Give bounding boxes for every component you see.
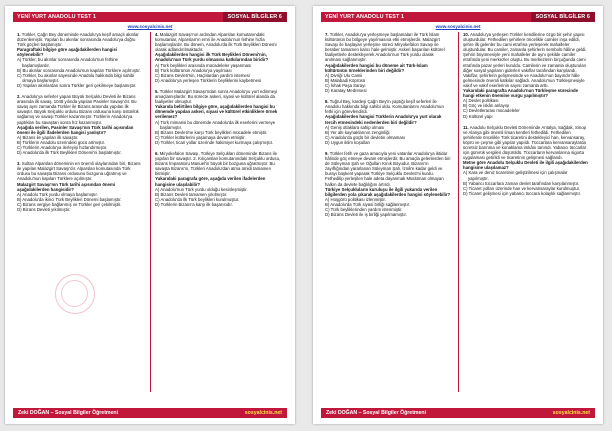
answer-option[interactable]: B) Bizans Devleti tamamen yıkılmıştır. <box>155 191 228 197</box>
page-right <box>313 6 603 424</box>
answer-option[interactable]: D) Uygun iklim koşulları <box>325 139 371 145</box>
answer-option[interactable]: A) Anadolu Türk yurdu olmaya başlamıştır. <box>17 191 98 197</box>
question-stem <box>17 94 143 125</box>
question-prompt: Yukarıdaki paragrafta Anadolu'nun Türkleşme sürecinde hangi etkenin önemine vurgu yapılmıştır? <box>463 88 579 99</box>
question-prompt: Paragraftaki bilgiye göre aşağıdakilerden hangisi söylenebilir? <box>17 47 118 58</box>
footer-author: Zeki DOĞAN – Sosyal Bilgiler Öğretmeni <box>18 410 119 416</box>
question-number: 4. <box>155 32 159 37</box>
question <box>155 32 281 83</box>
subject-label: SOSYAL BİLGİLER 6 <box>223 12 287 22</box>
answer-option[interactable]: A) Kara ve deniz ticaretinin geliştirilmesi için çalışmalar yapılmıştır. <box>463 170 568 181</box>
question-number: 11. <box>463 124 469 130</box>
question-stem <box>17 161 143 181</box>
page-left <box>5 6 295 424</box>
answer-option[interactable]: D) Bizans Devleti ile iş birliği yapılmamıştır. <box>325 212 407 218</box>
answer-option[interactable]: C) İshak Paşa Sarayı <box>325 82 366 88</box>
answer-option[interactable]: A) Devlet politikası <box>463 98 499 104</box>
question <box>155 151 281 207</box>
question-stem <box>17 32 143 47</box>
footer-site-link[interactable]: sosyalcinis.net <box>244 410 282 416</box>
question <box>463 125 589 196</box>
answer-option[interactable]: B) Bizans Devleti'ne karşı Türk beylikleri mücadele etmiştir. <box>155 129 268 135</box>
question-number: 1. <box>17 32 21 37</box>
answer-option[interactable]: A) Türk mimarisi bu dönemde Anadolu'da ilk eserlerini vermeye başlamıştır. <box>155 119 276 130</box>
answer-option[interactable]: D) Türkler, ticari yollar üzerinde hakimiyet kurmaya çalışmıştır. <box>155 139 274 145</box>
question-text: Sultan Alparslan döneminin en önemli olaylarından biri, Bizans ile yapılan Malazgirt Savaşı'dır. Alparslan komutasında Türk ordusu bu savaşta Bizans ordusunu bozguna uğratmış ve Anadolu'nun kapıları Türklere açılmıştır. <box>17 161 141 182</box>
question-number: 3. <box>17 161 21 167</box>
seal-stamp <box>55 274 95 314</box>
answer-option[interactable]: C) Anadolu'da güçlü bir devletin olmaması <box>325 134 406 140</box>
question-number: 10. <box>463 32 469 37</box>
answer-option[interactable]: D) Anadolu'ya yerleşen Türklerin beyliklerini kaybetmesi <box>155 77 262 83</box>
answer-option[interactable]: D) Kültürel yapı <box>463 113 493 119</box>
answer-option[interactable]: C) Bizans Devleti'nin, Haçlılardan yardım istemesi <box>155 72 250 78</box>
answer-option[interactable]: C) Türk beyliklerinden yardım istenmiştir. <box>325 207 403 212</box>
answer-option[interactable]: B) Yer altı kaynaklarının zenginliği <box>325 129 390 135</box>
answer-option[interactable]: D) Türklerin Bizans'a karşı ilk başarısıdır. <box>155 201 233 207</box>
question-stem <box>325 151 451 187</box>
answer-option[interactable]: C) Türkler kültürlerini yaşamaya devam etmiştir. <box>155 134 246 140</box>
answer-option[interactable]: A) Divriği Ulu Camii <box>325 72 363 78</box>
answer-option[interactable]: C) Anadolu'da ilk Türk beylikleri kurulmuştur. <box>155 196 240 202</box>
answer-option[interactable]: C) Bizans vergiye bağlanmış ve Türkler geri çekilmiştir. <box>17 201 122 207</box>
column-right <box>463 32 589 392</box>
question-text: Tuğrul Bey, kardeşi Çağrı Bey'in yaptığı keşif seferleri ile Anadolu hakkında bilgi sahibi oldu. Komutanlarını Anadolu'nun fethi için görevlendirdi. <box>325 99 444 115</box>
page-footer <box>321 408 595 418</box>
question-stem <box>463 32 589 88</box>
answer-option[interactable]: B) Malabadi Köprüsü <box>325 77 366 83</box>
column-left <box>325 32 451 392</box>
answer-option[interactable]: D) Yapılan akınlardan sonra Türkler geri çekilmeye başlamıştır. <box>17 82 137 88</box>
footer-author: Zeki DOĞAN – Sosyal Bilgiler Öğretmeni <box>326 410 427 416</box>
answer-option[interactable]: D) Karatay Medresesi <box>325 88 367 94</box>
question-number: 6. <box>155 150 159 156</box>
question-number: 7. <box>325 32 329 37</box>
subject-label: SOSYAL BİLGİLER 6 <box>531 12 595 22</box>
question <box>325 151 451 217</box>
question-text: Anadolu Selçuklu Devleti Döneminde Antalya, Sağdak, Sinop ve Alanya gibi önemli liman kentleri fethedildi. Fethedilen şehirlerde öncelikle Türk ticaretini destekleyici han, kervansaray, köprü ve çeşme gibi yapılar yapıldı. Tüccarlara kervansaraylarda ücretsiz barınma ve konaklama imkânı tanındı. Yabancı tüccarlar için gümrük vergileri düşürüldü. Tüccarların kervanlarına sigorta uygulaması getirildi ve ticaretinin gelişmesi sağlandı. <box>463 124 587 161</box>
answer-option[interactable]: B) Anadolu'da ikinci Türk Beylikleri Dönemi başlamıştır. <box>17 196 122 202</box>
question-stem <box>463 125 589 161</box>
question-prompt: Aşağıdakilerden hangisi Türklerin Anadolu'yu yurt olarak tercih etmesindeki nedenlerden biri değildir? <box>325 114 442 125</box>
column-right <box>155 32 281 392</box>
page-footer <box>13 408 287 418</box>
answer-option[interactable]: C) Türklerin Anadolu'ya ilerleyişi hızlandırmıştır. <box>17 144 108 150</box>
answer-option[interactable]: B) Türk kültürünün Anadolu'ya yayılması <box>155 67 232 73</box>
test-title: YENİ YURT ANADOLU TEST 1 <box>325 14 405 20</box>
answer-option[interactable]: A) Türkler, bu akınlar sonrasında Anadolu'nun fethine başlamışlardır. <box>17 57 119 68</box>
question-text: Türkler, Çağrı Bey döneminde Anadolu'ya keşif amaçlı akınlar düzenlemiştir. Yapılan bu akınlar sonrasında Anadolu'ya doğru Türk göçleri başlamıştır. <box>17 32 139 48</box>
test-title: YENİ YURT ANADOLU TEST 1 <box>17 14 97 20</box>
question <box>155 89 281 145</box>
column-divider <box>458 32 459 392</box>
page-header <box>13 12 287 22</box>
question-text: Türkler Malazgirt Savaşı'ndan sonra Anadolu'yu yurt edinmeyi amaçlamışlardır. Bu sürecte askeri, siyasi ve kültürel alanda da faaliyetler olmuştur. <box>155 88 278 105</box>
answer-option[interactable]: A) Türk beylikleri arasında mücadeleler yaşanması <box>155 62 252 68</box>
answer-option[interactable]: B) Anadolu'da Türk siyasi birliği sağlanmıştır. <box>325 201 411 207</box>
question <box>325 99 451 145</box>
question-stem <box>155 32 281 52</box>
answer-option[interactable]: D) Bizans Devleti yıkılmıştır. <box>17 207 71 212</box>
question-stem <box>155 151 281 176</box>
answer-option[interactable]: D) Ticaret gelişmesi için yabancı tüccara kolaylık sağlanmıştır. <box>463 190 581 196</box>
question <box>17 161 143 212</box>
question-number: 9. <box>325 150 329 156</box>
question-prompt: Metne göre Anadolu Selçuklu Devleti ile ilgili aşağıdakilerden hangisine ulaşılamaz? <box>463 160 588 171</box>
answer-option[interactable]: A) Hoşgörü politikası izlenmiştir. <box>325 196 386 202</box>
question-number: 2. <box>17 94 21 100</box>
question-text: Anadolu'ya seferler yapan Büyük Selçuklu Devleti ile Bizans arasında ilk savaş, 1048 yılında yapılan Pasinler Savaşı'dır. Bu savaş aynı zamanda Türkler ile Bizans arasında yapılan ilk savaştır. Büyük Selçuklu ordusu Bizans ordusuna karşı üstünlük sağlamış ve savaşı Türkler kazanmıştır. Türklerin Anadolu'ya yaptıkları bu savaştan sonra hız kazanmıştır. <box>17 94 139 125</box>
question-number: 5. <box>155 88 159 94</box>
question-text: Türkler, Anadolu'ya yerleşmeye başlamaları ile Türk İslam kültürünün bu bölgeye yayılmasına etki etmişlerdir. Malazgirt Savaşı ile başlayan yerleşme süreci Miryokefalon Savaşı ile beraber tamamen kalıcı hale gelmiştir. Askeri başarıları kültürel faaliyetlerle destekleyerek Anadolu'nun Türk yurdu olarak anılması sağlanmıştır. <box>325 32 445 63</box>
site-link[interactable]: www.sosyalcinis.net <box>127 24 173 29</box>
question-text: Malazgirt Savaşı'nın ardından Alparslan komutanındaki komutanlar, Alparslan'ın emri ile Anadolu'nun fethine hızla başlamışlardır. Bu dönem, Anadolu'da ilk Türk Beylikleri Dönemi olarak adlandırılmaktadır. <box>155 32 277 53</box>
answer-option[interactable]: B) Bu akınlar sonrasında Anadolu'nun kapıları Türklere açılmıştır. <box>17 67 141 73</box>
question <box>17 32 143 88</box>
answer-option[interactable]: B) Türklerin Anadolu üzerindeki gücü artmıştır. <box>17 139 106 145</box>
answer-option[interactable]: A) Geniş otlaklara sahip olması <box>325 124 385 130</box>
question-stem <box>325 32 451 63</box>
answer-option[interactable]: D) Anadolu'da ilk Türk Beylikleri Dönemi'ni başlatmıştır. <box>17 150 122 156</box>
question <box>17 94 143 155</box>
question <box>463 32 589 119</box>
answer-option[interactable]: B) Yabancı tüccarlara zaman devlet tarafından karşılanmıştır. <box>463 180 580 186</box>
question-stem <box>325 99 451 114</box>
answer-option[interactable]: C) Ticaret yolları üzerinde han ve kervansaraylar kurulmuştur. <box>463 185 581 191</box>
question-stem <box>155 89 281 104</box>
question <box>325 32 451 93</box>
question-text: Anadolu'ya yerleşen Türkler kendilerine özgü bir şehir yapısı oluşturdular. Fethedilen şehirlere öncelikle camiler inşa edildi, şehre ilk gelenler bu cami etrafına yerleşerek mahalleler oluşturdular. Bu camiler, zamanla şehirlerin sembolü hâline geldi. Şehrin büyümesiyle yeni mahalleler de aynı şekilde camiler etrafında yeni merkezler oluştu. Bu merkezlerin birçoğunda cami etrafında pazar yerleri kuruldu. Camilerin ve zamanla oluşturulan diğer sosyal yapıların giderleri vakıflar tarafından karşılandı. Vakıflar, şehirlerin gelişmesinde ve Anadolu'nun bayındır hâle gelmesinde önemli katkılar sağladı. Anadolu'nun Türkleşmesiyle vakıf ve vakıf eserlerinin sayısı zamanla arttı. <box>463 32 587 88</box>
answer-option[interactable]: A) Anadolu'nun Türk yurdu olduğu kesinleşmiştir. <box>155 186 248 192</box>
question-prompt: Aşağıdakilerden hangisi ilk Türk Beylikleri Dönemi'nin, Anadolu'nun Türk yurdu olmasına katkılarından biridir? <box>155 52 269 63</box>
answer-option[interactable]: B) Göç ve iskân anlayışı <box>463 103 510 109</box>
question-prompt: Aşağıda verilen, Pasinler Savaşı'nın Türk tarihi açısından önemi ile ilgili ifadelerden hangisi yanlıştır? <box>17 124 134 135</box>
question-text: Türkler fetih ve gaza amacıyla yeni vatanlar Anadolu'ya iktidar hâlinde göç etmeye devam etmişlerdir. Bu amaçla gelenlerden biri de Süleyman Şah ve Oğulları Kınık Boyudur. Bizans'ın zayıflığından yararlanan Süleyman Şah, İznik'e kadar geldi ve burayı başkent yaparak Türkiye Selçuklu Devleti'ni kurdu. Fethedilip yerleşilen hale adeta dayanmak Müslüman olmayan halkın da devlete bağlılığını artırdı. <box>325 150 451 187</box>
question-text: Miryokefalon Savaşı, Türkiye Selçukları döneminde Bizans ile yapılan bir savaştır. 2. Kılıçarslan komutanındaki Selçuklu ordusu, Bizans İmparatoru Manuel'in büyük bir bozguna uğratmıştır. Bu savaşta Bizans'ın, Türkleri Anadolu'dan atma ümidi tamamen bitmiştir. <box>155 150 281 177</box>
question-prompt: Malazgirt Savaşı'nın Türk tarihi açısından önemi aşağıdakilerden hangisidir? <box>17 181 115 192</box>
question-prompt: Yukarıdaki paragrafa göre, aşağıda verilen ifadelerden hangisine ulaşılabilir? <box>155 176 266 187</box>
question-prompt: Türkiye Selçukluların kuruluşu ile ilgili yukarıda verilen bilgilerden yola çıkarak aşağıdakilerden hangisi söylenebilir? <box>325 186 451 197</box>
answer-option[interactable]: C) Devletlerarası mücadeleler <box>463 108 520 114</box>
question-prompt: Yukarıda belirtilen bilgiye göre, aşağıdakilerden hangisi bu dönemde yapılan askeri, siyasi ve kültürel etkinliklere örnek verilemez? <box>155 104 278 120</box>
site-link[interactable]: www.sosyalcinis.net <box>435 24 481 29</box>
column-left <box>17 32 143 392</box>
footer-site-link[interactable]: sosyalcinis.net <box>552 410 590 416</box>
answer-option[interactable]: A) Bizans ile yapılan ilk savaştır. <box>17 134 79 140</box>
column-divider <box>150 32 151 392</box>
page-header <box>321 12 595 22</box>
question-number: 8. <box>325 99 329 105</box>
answer-option[interactable]: C) Türkler, bu akınlar sayesinde Anadolu hakkında bilgi sahibi olmaya başlamıştır. <box>17 72 135 83</box>
question-prompt: Aşağıdakilerden hangisi bu döneme ait Türk-İslam kültürünün örneklerinden biri değildir? <box>325 62 428 73</box>
